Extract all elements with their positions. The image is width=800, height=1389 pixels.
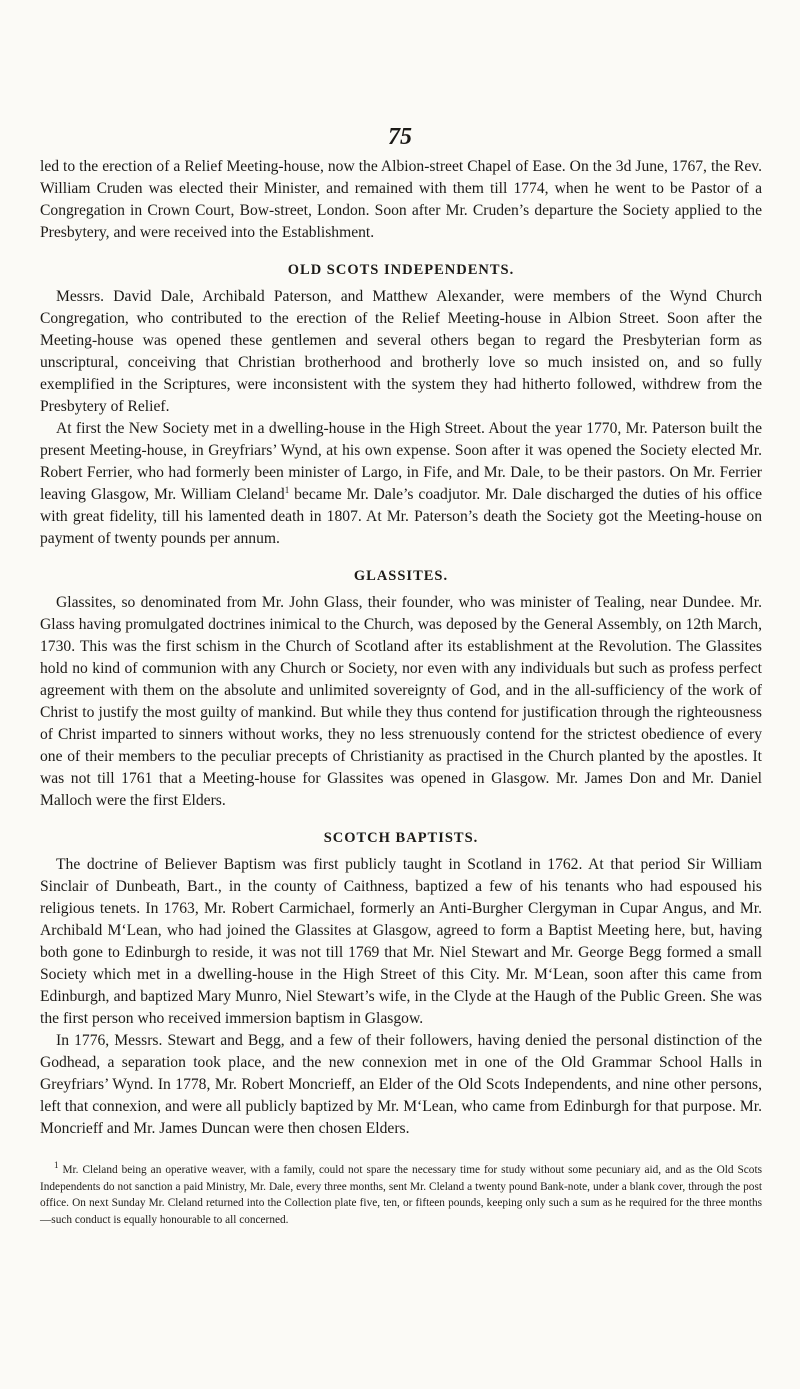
old-scots-paragraph-1: Messrs. David Dale, Archibald Paterson, and Matthew Alexander, were members of the Wynd Church Congregation, who contributed to the erection of the Relief Meeting-house in Albion Street. Soon after the Meeting-house was opened these gentlemen and several others began to regard the Presbyterian form as unscriptural, conceiving that Christian brotherhood and brotherly love so much insisted on, and so fully exemplified in the Scriptures, were inconsistent with the system they had hitherto followed, withdrew from the Presbytery of Relief. — [40, 288, 762, 415]
old-scots-paragraph-2 — [40, 418, 762, 550]
page-body — [40, 156, 762, 1228]
scotch-baptists-paragraph-1: The doctrine of Believer Baptism was first publicly taught in Scotland in 1762. At that period Sir William Sinclair of Dunbeath, Bart., in the county of Caithness, baptized a few of his tenants who had espoused his religious tenets. In 1763, Mr. Robert Carmichael, formerly an Anti-Burgher Clergyman in Cupar Angus, and Mr. Archibald M‘Lean, who had joined the Glassites at Glasgow, agreed to form a Baptist Meeting here, but, having both gone to Edinburgh to reside, it was not till 1769 that Mr. Niel Stewart and Mr. George Begg formed a small Society which met in a dwelling-house in the High Street of this City. Mr. M‘Lean, soon after this came from Edinburgh, and baptized Mary Munro, Niel Stewart’s wife, in the Clyde at the Haugh of the Public Green. She was the first person who received immersion baptism in Glasgow. — [40, 856, 762, 1027]
scotch-baptists-paragraph-2: In 1776, Messrs. Stewart and Begg, and a few of their followers, having denied the personal distinction of the Godhead, a separation took place, and the new connexion met in one of the Old Grammar School Halls in Greyfriars’ Wynd. In 1778, Mr. Robert Moncrieff, an Elder of the Old Scots Independents, and nine other persons, left that connexion, and were all publicly baptized by Mr. M‘Lean, who came from Edinburgh for that purpose. Mr. Moncrieff and Mr. James Duncan were then chosen Elders. — [40, 1032, 762, 1137]
footnote-reference-mark: 1 — [284, 484, 290, 495]
section-heading-old-scots-independents: OLD SCOTS INDEPENDENTS. — [287, 262, 515, 278]
page-number: 75 — [388, 124, 412, 150]
old-scots-paragraph-2-text: At first the New Society met in a dwelling-house in the High Street. About the year 1770, Mr. Paterson built the present Meeting-house, in Greyfriars’ Wynd, at his own expense. Soon after it was opened the Society elected Mr. Robert Ferrier, who had formerly been minister of Largo, in Fife, and Mr. Dale, to be their pastors. On Mr. Ferrier leaving Glasgow, Mr. William Cleland — [40, 420, 762, 503]
old-scots-paragraph-2-continued: became Mr. Dale’s coadjutor. Mr. Dale discharged the duties of his office with great fidelity, till his lamented death in 1807. At Mr. Paterson’s death the Society got the Meeting-house on payment of twenty pounds per annum. — [40, 486, 763, 547]
intro-paragraph: led to the erection of a Relief Meeting-house, now the Albion-street Chapel of Ease. On the 3d June, 1767, the Rev. William Cruden was elected their Minister, and remained with them till 1774, when he went to be Pastor of a Congregation in Crown Court, Bow-street, London. Soon after Mr. Cruden’s departure the Society applied to the Presbytery, and were received into the Establishment. — [40, 158, 762, 241]
footnote-mark: 1 — [54, 1160, 59, 1171]
footnote — [40, 1162, 762, 1228]
footnote-text: Mr. Cleland being an operative weaver, with a family, could not spare the necessary time for study without some pecuniary aid, and as the Old Scots Independents do not sanction a paid Ministry, Mr. Dale, every three months, sent Mr. Cleland a twenty pound Bank-note, under a blank cover, through the post office. On next Sunday Mr. Cleland returned into the Collection plate five, ten, or fifteen pounds, keeping only such a sum as he required for the three months —such conduct is equally honourable to all concerned. — [40, 1164, 762, 1226]
section-heading-glassites: GLASSITES. — [353, 568, 449, 584]
section-heading-scotch-baptists: SCOTCH BAPTISTS. — [323, 830, 479, 846]
glassites-paragraph: Glassites, so denominated from Mr. John Glass, their founder, who was minister of Tealing, near Dundee. Mr. Glass having promulgated doctrines inimical to the Church, was deposed by the General Assembly, on 12th March, 1730. This was the first schism in the Church of Scotland after its establishment at the Revolution. The Glassites hold no kind of communion with any Church or Society, nor even with any individuals but such as profess perfect agreement with them on the absolute and unlimited sovereignty of God, and in the all-sufficiency of the work of Christ to justify the most guilty of mankind. But while they thus contend for justification through the righteousness of Christ imparted to sinners without works, they no less strenuously contend for the strictest obedience of every one of their members to the peculiar precepts of Christianity as practised in the Church planted by the apostles. It was not till 1761 that a Meeting-house for Glassites was opened in Glasgow. Mr. James Don and Mr. Daniel Malloch were the first Elders. — [40, 594, 762, 809]
